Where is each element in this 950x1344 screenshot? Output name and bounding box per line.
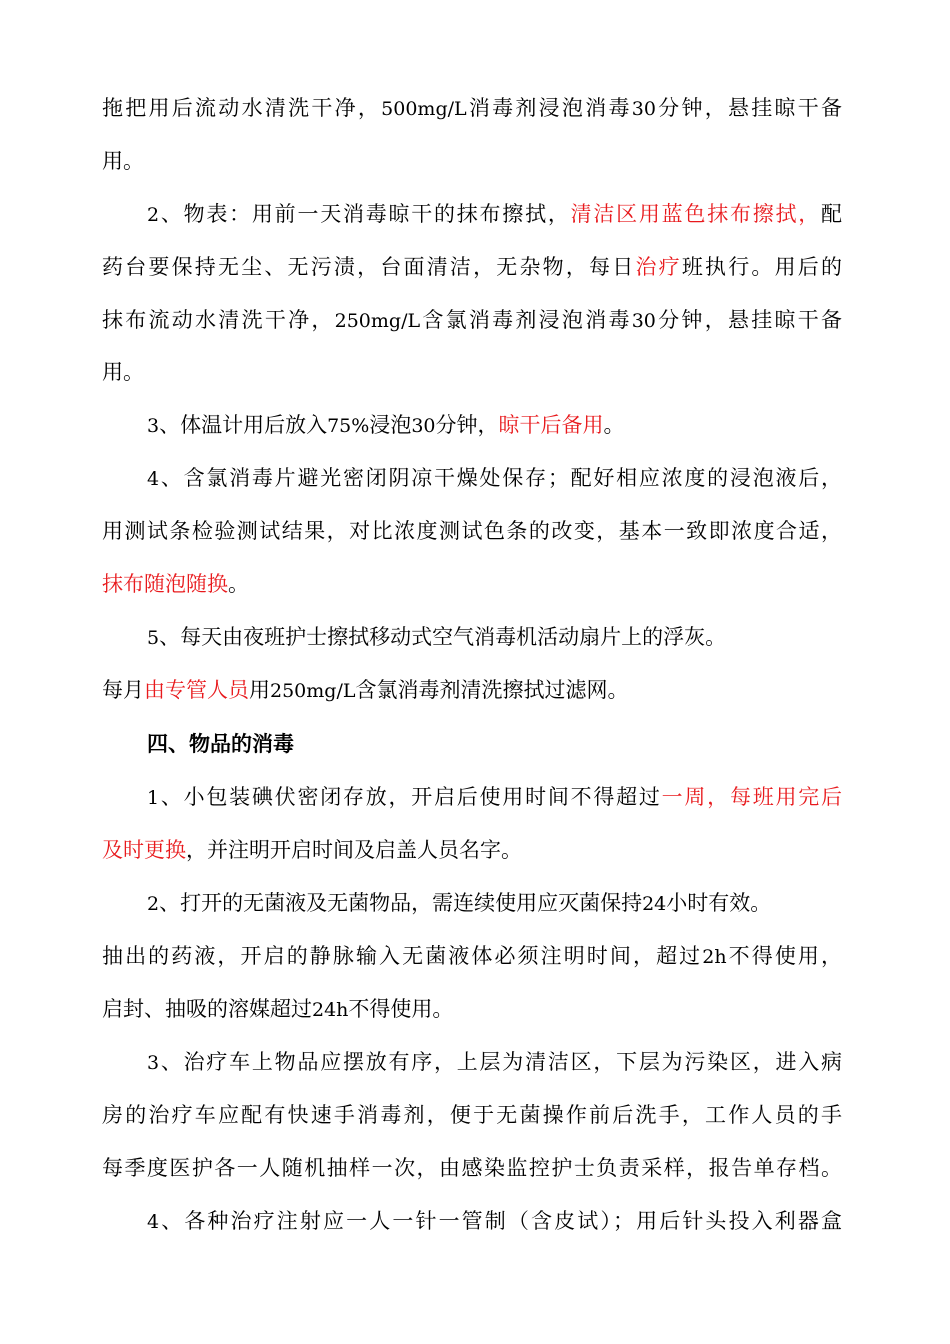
text-segment: 分钟， [435, 413, 499, 437]
paragraph-line [102, 305, 842, 336]
text-segment: 1 [147, 787, 160, 809]
text-segment: 不得使用。 [348, 997, 454, 1021]
highlighted-text: 及时更换 [102, 838, 186, 862]
text-segment: 、打开的无菌液及无菌物品，需连续使用应灭菌保持 [159, 891, 643, 915]
highlighted-text: 晾干后备用 [498, 413, 604, 437]
paragraph-line [102, 1153, 842, 1183]
paragraph-line [147, 199, 842, 230]
text-segment: 分钟，悬挂晾干备 [655, 308, 843, 332]
highlighted-text: 治疗 [635, 255, 682, 279]
text-segment: 24 [642, 893, 667, 915]
text-segment: 用 [249, 678, 270, 702]
text-segment: 不得使用， [726, 944, 843, 968]
paragraph-line [147, 1206, 842, 1237]
text-segment: 浸泡 [369, 413, 412, 437]
text-segment: 每季度医护各一人随机抽样一次，由感染监控护士负责采样，报告单存档。 [102, 1156, 842, 1180]
text-segment: 、小包装碘伏密闭存放，开启后使用时间不得超过 [159, 785, 662, 809]
text-segment: 4 [147, 1211, 160, 1233]
text-segment: 75% [327, 415, 370, 437]
text-segment: 2 [147, 204, 160, 226]
paragraph-line [147, 1047, 842, 1078]
text-segment: 2 [147, 893, 160, 915]
text-segment: 5 [147, 627, 160, 649]
text-segment: 、含氯消毒片避光密闭阴凉干燥处保存；配好相应浓度的浸泡液后， [159, 466, 842, 490]
text-segment: 含氯消毒剂清洗擦拭过滤网。 [355, 678, 629, 702]
text-segment: 、各种治疗注射应一人一针一管制（含皮试）；用后针头投入利器盒 [159, 1209, 842, 1233]
text-segment: 、治疗车上物品应摆放有序，上层为清洁区，下层为污染区，进入病 [159, 1050, 842, 1074]
text-segment: 消毒剂浸泡消毒 [466, 96, 632, 120]
text-segment: 拖把用后流动水清洗干净， [102, 96, 382, 120]
text-segment: 2h [702, 946, 727, 968]
text-segment: 小时有效。 [666, 891, 772, 915]
paragraph-line [102, 146, 842, 176]
highlighted-text: 抹布随泡随换 [102, 572, 228, 596]
text-segment: 分钟，悬挂晾干备 [655, 96, 843, 120]
text-segment: 、体温计用后放入 [159, 413, 328, 437]
paragraph-line [147, 410, 842, 441]
text-segment: 30 [631, 98, 656, 120]
text-segment: 四、物品的消毒 [147, 732, 294, 756]
highlighted-text: 每班用完后 [729, 785, 843, 809]
paragraph-line [102, 357, 842, 387]
paragraph-line [102, 1100, 842, 1130]
paragraph-line [102, 941, 842, 972]
paragraph-line [102, 675, 842, 706]
text-segment: 每月 [102, 678, 144, 702]
paragraph-line [102, 835, 842, 865]
text-segment: 抹布流动水清洗干净， [102, 308, 335, 332]
text-segment: 、物表：用前一天消毒晾干的抹布擦拭， [159, 202, 571, 226]
paragraph-line [147, 463, 842, 494]
text-segment: 。 [228, 572, 249, 596]
highlighted-text: 由专管人员 [144, 678, 249, 702]
paragraph-line [102, 516, 842, 546]
text-segment: 30 [411, 415, 436, 437]
text-segment: 班执行。用后的 [681, 255, 843, 279]
highlighted-text: 清洁区用蓝色抹布擦拭， [570, 202, 822, 226]
text-segment: 房的治疗车应配有快速手消毒剂，便于无菌操作前后洗手，工作人员的手 [102, 1103, 842, 1127]
text-segment: 用测试条检验测试结果，对比浓度测试色条的改变，基本一致即浓度合适， [102, 519, 842, 543]
highlighted-text: 一周， [661, 785, 730, 809]
section-heading [147, 729, 842, 759]
paragraph-line [147, 888, 842, 919]
paragraph-line [102, 569, 842, 599]
text-segment: 用。 [102, 360, 144, 384]
paragraph-line [102, 994, 842, 1025]
text-segment: ，并注明开启时间及启盖人员名字。 [186, 838, 522, 862]
text-segment: 启封、抽吸的溶媒超过 [102, 997, 312, 1021]
text-segment: 4 [147, 468, 160, 490]
text-segment: 30 [631, 310, 656, 332]
paragraph-line [147, 782, 842, 813]
text-segment: 。 [603, 413, 625, 437]
text-segment: 抽出的药液，开启的静脉输入无菌液体必须注明时间，超过 [102, 944, 703, 968]
text-segment: 250mg/L [334, 310, 421, 332]
text-segment: 500mg/L [381, 98, 467, 120]
text-segment: 3 [147, 1052, 160, 1074]
paragraph-line [147, 622, 842, 653]
text-segment: 用。 [102, 149, 144, 173]
text-segment: 含氯消毒剂浸泡消毒 [420, 308, 632, 332]
text-segment: 3 [147, 415, 160, 437]
paragraph-line [102, 93, 842, 124]
text-segment: 24h [312, 999, 349, 1021]
text-segment: 、每天由夜班护士擦拭移动式空气消毒机活动扇片上的浮灰。 [159, 625, 727, 649]
text-segment: 药台要保持无尘、无污渍，台面清洁，无杂物，每日 [102, 255, 636, 279]
text-segment: 250mg/L [270, 680, 356, 702]
paragraph-line [102, 252, 842, 282]
text-segment: 配 [821, 202, 843, 226]
